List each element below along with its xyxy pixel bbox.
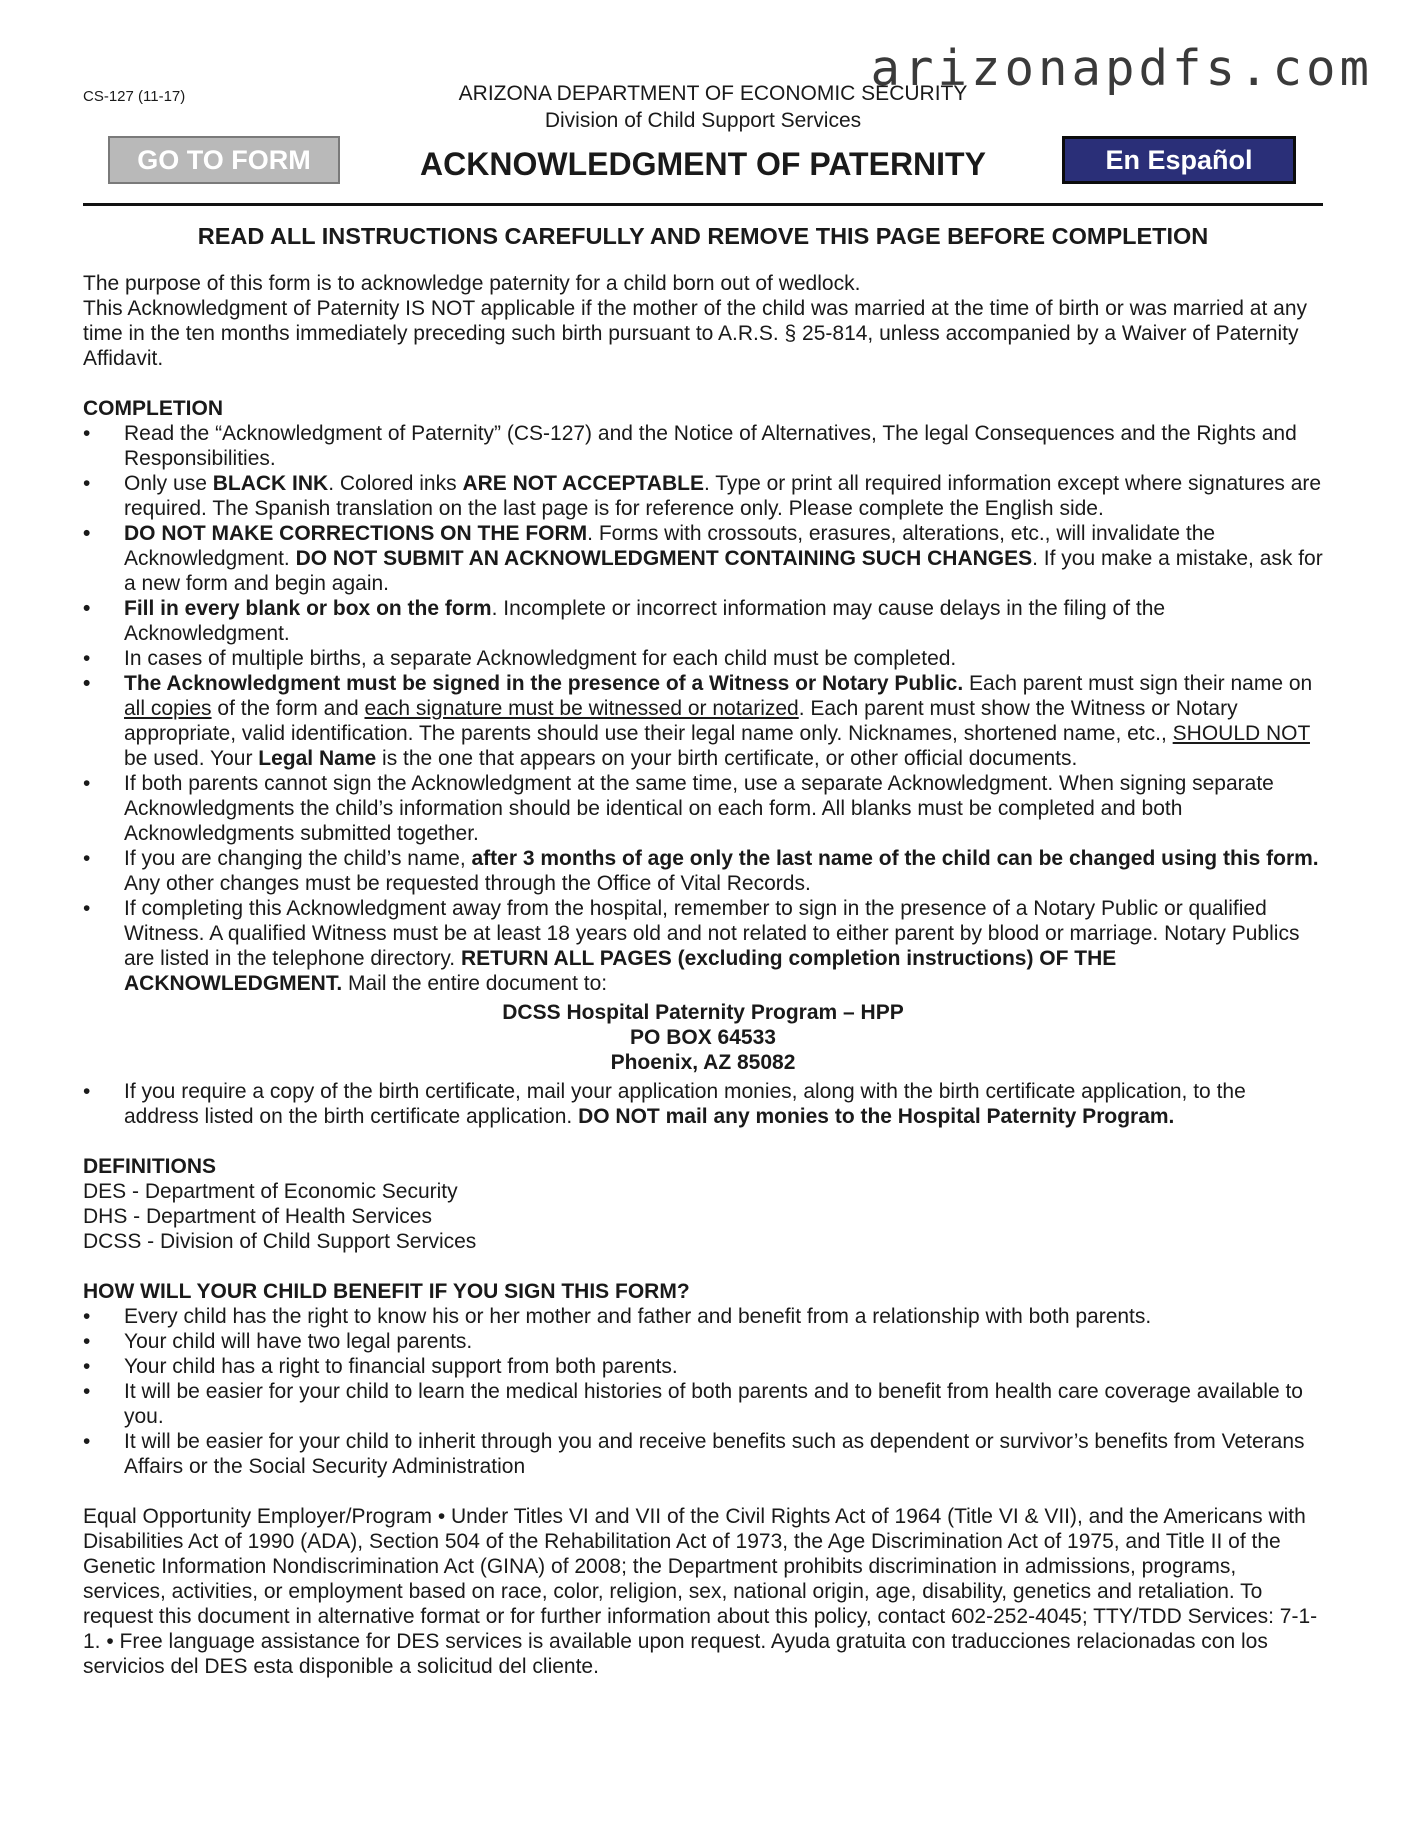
agency-name: ARIZONA DEPARTMENT OF ECONOMIC SECURITY — [458, 82, 968, 105]
list-item: • Every child has the right to know his or her mother and father and benefit from a relationship with both parents. — [83, 1304, 1323, 1329]
completion-list — [83, 421, 1323, 996]
list-item: • If you require a copy of the birth certificate, mail your application monies, along with the birth certificate application, to the address listed on the birth certificate application. DO NOT mail any monies to the Hospital Paternity Program. — [83, 1079, 1323, 1129]
watermark: arizonapdfs.com — [870, 40, 1373, 97]
mailing-address: DCSS Hospital Paternity Program – HPP PO BOX 64533 Phoenix, AZ 85082 — [502, 1001, 904, 1074]
list-item: • In cases of multiple births, a separate Acknowledgment for each child must be completed. — [83, 646, 1323, 671]
list-item: • Fill in every blank or box on the form. Incomplete or incorrect information may cause delays in the filing of the Acknowledgment. — [83, 596, 1323, 646]
list-item: • Your child will have two legal parents. — [83, 1329, 1323, 1354]
definitions-heading: DEFINITIONS — [83, 1155, 217, 1178]
list-item: • If you are changing the child’s name, after 3 months of age only the last name of the child can be changed using this form. Any other changes must be requested through the Office of Vital Records. — [83, 846, 1323, 896]
list-item: • If completing this Acknowledgment away from the hospital, remember to sign in the presence of a Notary Public or qualified Witness. A qualified Witness must be at least 18 years old and not related to either parent by blood or marriage. Notary Publics are listed in the telephone directory. RETURN ALL PAGES (excluding completion instructions) OF THE ACKNOWLEDGMENT. Mail the entire document to: — [83, 896, 1323, 996]
document-title: ACKNOWLEDGMENT OF PATERNITY — [420, 146, 986, 182]
definition-item: DCSS - Division of Child Support Services — [83, 1230, 477, 1253]
form-code: CS-127 (11-17) — [83, 88, 186, 105]
eeo-footer: Equal Opportunity Employer/Program • Under Titles VI and VII of the Civil Rights Act of 1964 (Title VI & VII), and the Americans with Disabilities Act of 1990 (ADA), Section 504 of the Rehabilitation Act of 1973, the Age Discrimination Act of 1975, and Title II of the Genetic Information Nondiscrimination Act (GINA) of 2008; the Department prohibits discrimination in admissions, programs, services, activities, or employment based on race, color, religion, sex, national origin, age, disability, genetics and retaliation. To request this document in alternative format or for further information about this policy, contact 602-252-4045; TTY/TDD Services: 7-1-1. • Free language assistance for DES services is available upon request. Ayuda gratuita con traducciones relacionadas con los servicios del DES esta disponible a solicitud del cliente. — [83, 1505, 1318, 1678]
list-item: • If both parents cannot sign the Acknowledgment at the same time, use a separate Acknowledgment. When signing separate Acknowledgments the child’s information should be identical on each form. All blanks must be completed and both Acknowledgments submitted together. — [83, 771, 1323, 846]
list-item: • Read the “Acknowledgment of Paternity” (CS-127) and the Notice of Alternatives, The legal Consequences and the Rights and Responsibilities. — [83, 421, 1323, 471]
intro-paragraph-2: This Acknowledgment of Paternity IS NOT applicable if the mother of the child was married at the time of birth or was married at any time in the ten months immediately preceding such birth pursuant to A.R.S. § 25-814, unless accompanied by a Waiver of Paternity Affidavit. — [83, 297, 1307, 370]
completion-list-cont — [83, 1079, 1323, 1129]
list-item: • Your child has a right to financial support from both parents. — [83, 1354, 1323, 1379]
benefits-list — [83, 1304, 1323, 1479]
completion-heading: COMPLETION — [83, 397, 223, 420]
division-name: Division of Child Support Services — [544, 109, 862, 132]
intro-paragraph-1: The purpose of this form is to acknowledge paternity for a child born out of wedlock. — [83, 272, 861, 295]
definition-item: DES - Department of Economic Security — [83, 1180, 458, 1203]
list-item: • DO NOT MAKE CORRECTIONS ON THE FORM. Forms with crossouts, erasures, alterations, etc., will invalidate the Acknowledgment. DO NOT SUBMIT AN ACKNOWLEDGMENT CONTAINING SUCH CHANGES. If you make a mistake, ask for a new form and begin again. — [83, 521, 1323, 596]
list-item: • Only use BLACK INK. Colored inks ARE NOT ACCEPTABLE. Type or print all required information except where signatures are required. The Spanish translation on the last page is for reference only. Please complete the English side. — [83, 471, 1323, 521]
list-item: • It will be easier for your child to inherit through you and receive benefits such as dependent or survivor’s benefits from Veterans Affairs or the Social Security Administration — [83, 1429, 1323, 1479]
list-item: • The Acknowledgment must be signed in the presence of a Witness or Notary Public. Each parent must sign their name on all copies of the form and each signature must be witnessed or notarized. Each parent must show the Witness or Notary appropriate, valid identification. The parents should use their legal name only. Nicknames, shortened name, etc., SHOULD NOT be used. Your Legal Name is the one that appears on your birth certificate, or other official documents. — [83, 671, 1323, 771]
benefits-heading: HOW WILL YOUR CHILD BENEFIT IF YOU SIGN THIS FORM? — [83, 1280, 690, 1303]
list-item: • It will be easier for your child to learn the medical histories of both parents and to benefit from health care coverage available to you. — [83, 1379, 1323, 1429]
definition-item: DHS - Department of Health Services — [83, 1205, 432, 1228]
instructions-body — [83, 224, 1323, 1679]
agency-header — [83, 80, 1323, 134]
go-to-form-button[interactable]: GO TO FORM — [108, 136, 340, 184]
instructions-heading: READ ALL INSTRUCTIONS CAREFULLY AND REMOVE THIS PAGE BEFORE COMPLETION — [197, 223, 1209, 249]
header-divider — [83, 203, 1323, 206]
spanish-version-button[interactable]: En Español — [1062, 136, 1296, 184]
